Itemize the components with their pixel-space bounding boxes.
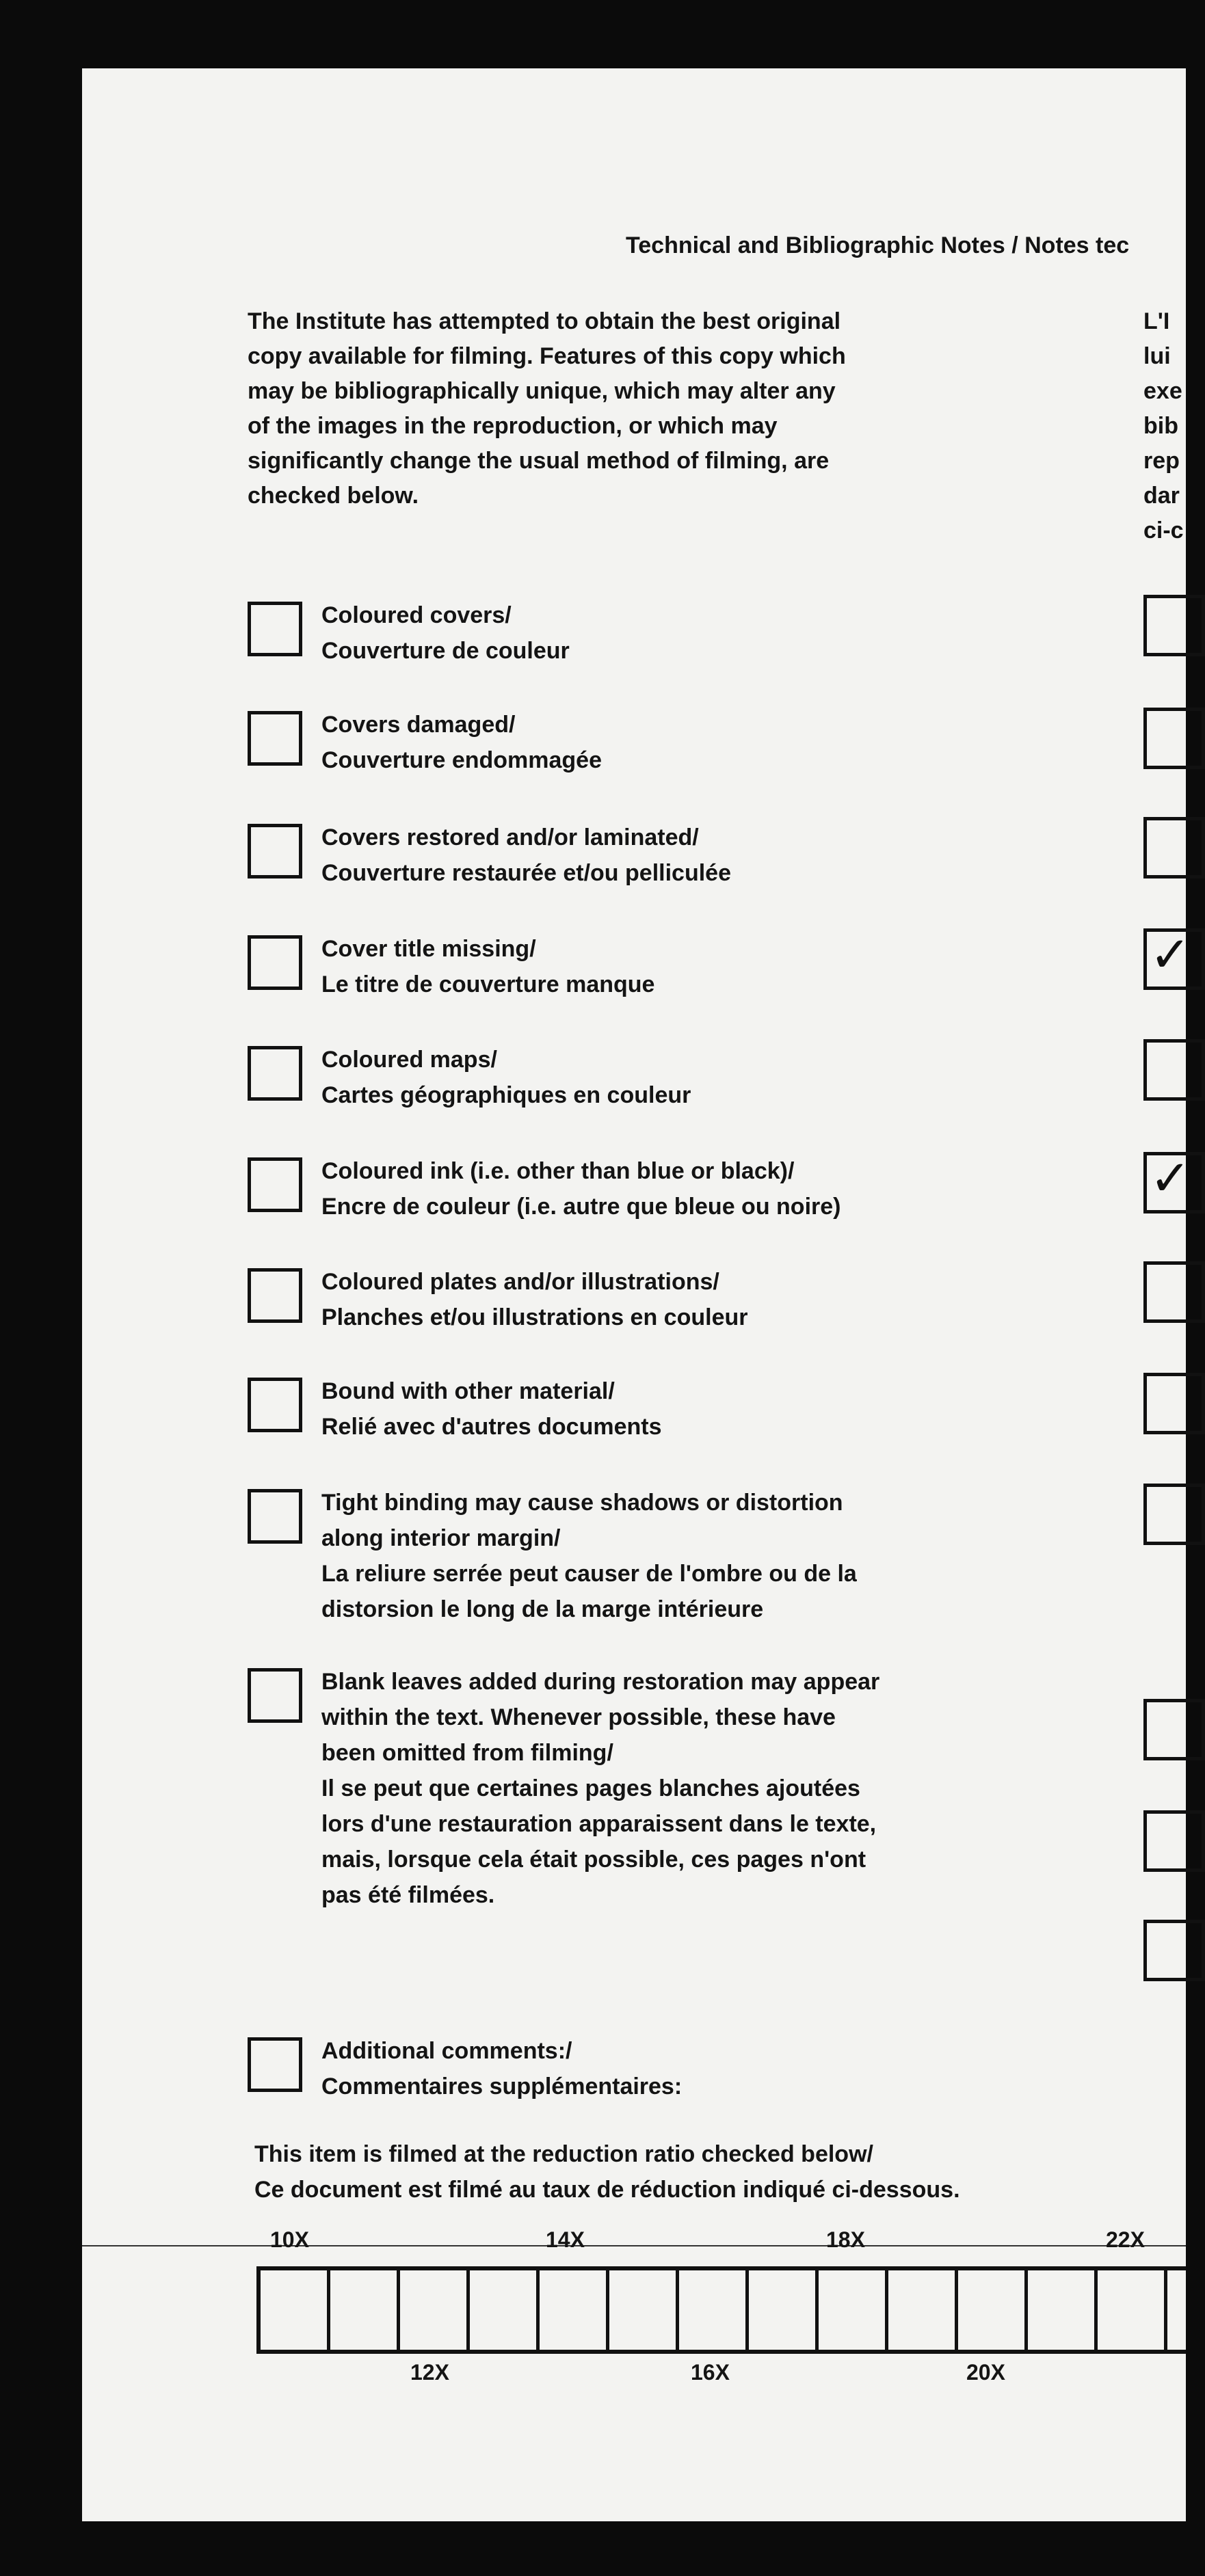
scale-cell[interactable] [540,2270,609,2350]
item-label: Encre de couleur (i.e. autre que bleue ou noire) [321,1194,841,1220]
right-checkbox-checked[interactable] [1143,928,1205,990]
item-label: Cover title missing/ [321,936,536,962]
item-label: Il se peut que certaines pages blanches ajoutées [321,1775,860,1801]
scale-cell[interactable] [330,2270,400,2350]
item-label: along interior margin/ [321,1525,561,1551]
item-label: Cartes géographiques en couleur [321,1082,691,1108]
right-checkbox[interactable] [1143,1261,1205,1323]
right-checkbox[interactable] [1143,1920,1205,1981]
item-label: Le titre de couverture manque [321,971,655,997]
checkbox[interactable] [248,1157,302,1212]
right-fragment: dar [1143,483,1180,509]
right-checkbox[interactable] [1143,817,1205,878]
intro-line: checked below. [248,483,419,509]
right-checkbox[interactable] [1143,1699,1205,1760]
scale-label: 16X [691,2360,730,2385]
item-label: Coloured ink (i.e. other than blue or black)/ [321,1158,795,1184]
item-label: Couverture endommagée [321,747,602,773]
right-checkbox[interactable] [1143,708,1205,769]
scale-top-labels [82,2227,1186,2252]
checkbox[interactable] [248,2037,302,2092]
item-label: mais, lorsque cela était possible, ces pages n'ont [321,1847,866,1873]
scale-cell[interactable] [749,2270,819,2350]
right-fragment: ci-c [1143,518,1184,544]
ratio-line: Ce document est filmé au taux de réduction indiqué ci-dessous. [254,2177,960,2203]
item-label: Bound with other material/ [321,1378,615,1404]
intro-line: The Institute has attempted to obtain the best original [248,308,841,334]
scale-cell[interactable] [819,2270,888,2350]
item-label: lors d'une restauration apparaissent dans le texte, [321,1811,877,1837]
item-label: Coloured plates and/or illustrations/ [321,1269,719,1295]
intro-paragraph [248,304,938,513]
scale-label: 18X [826,2227,865,2252]
scale-cell[interactable] [609,2270,679,2350]
intro-line: may be bibliographically unique, which may alter any [248,378,836,404]
scale-cell[interactable] [400,2270,470,2350]
check-mark-icon: ✓ [1150,1151,1191,1206]
scale-cell[interactable] [888,2270,958,2350]
item-label: Additional comments:/ [321,2038,572,2064]
check-mark-icon: ✓ [1150,928,1191,982]
item-label: La reliure serrée peut causer de l'ombre ou de la [321,1561,857,1587]
right-checkbox[interactable] [1143,1373,1205,1434]
page-header: Technical and Bibliographic Notes / Notes tec [626,232,1130,258]
right-checkbox[interactable] [1143,1484,1205,1545]
right-checkbox[interactable] [1143,595,1205,656]
scale-cell[interactable] [958,2270,1028,2350]
item-label: Covers restored and/or laminated/ [321,824,699,850]
item-label: Couverture restaurée et/ou pelliculée [321,860,731,886]
intro-line: significantly change the usual method of filming, are [248,448,830,474]
item-label: Commentaires supplémentaires: [321,2074,683,2099]
ratio-line: This item is filmed at the reduction ratio checked below/ [254,2141,873,2167]
item-label: Coloured covers/ [321,602,512,628]
item-label: been omitted from filming/ [321,1740,613,1766]
checkbox[interactable] [248,824,302,878]
scale-cell[interactable] [679,2270,749,2350]
checkbox[interactable] [248,1268,302,1323]
item-label: Planches et/ou illustrations en couleur [321,1304,748,1330]
item-label: Blank leaves added during restoration may appear [321,1669,880,1695]
checkbox[interactable] [248,711,302,766]
scale-label: 20X [966,2360,1005,2385]
right-intro-fragments [1143,304,1184,548]
item-label: Covers damaged/ [321,712,516,738]
checkbox[interactable] [248,602,302,656]
item-label: Tight binding may cause shadows or distortion [321,1490,843,1516]
right-fragment: bib [1143,413,1178,439]
reduction-ratio-note [254,2136,960,2208]
checkbox[interactable] [248,935,302,990]
scale-label: 10X [270,2227,309,2252]
item-label: within the text. Whenever possible, these have [321,1704,836,1730]
right-fragment: lui [1143,343,1171,369]
scale-label: 12X [410,2360,449,2385]
scale-cell[interactable] [1098,2270,1167,2350]
right-fragment: L'I [1143,308,1170,334]
scale-cell[interactable] [470,2270,540,2350]
right-fragment: exe [1143,378,1182,404]
right-checkbox[interactable] [1143,1810,1205,1872]
checkbox[interactable] [248,1046,302,1101]
intro-line: copy available for filming. Features of this copy which [248,343,846,369]
checkbox[interactable] [248,1489,302,1544]
scale-cell[interactable] [261,2270,330,2350]
right-fragment: rep [1143,448,1180,474]
item-label: Relié avec d'autres documents [321,1414,662,1440]
reduction-scale-strip [256,2266,1186,2354]
right-checkbox-checked[interactable] [1143,1152,1205,1213]
scale-label: 14X [546,2227,585,2252]
scale-label: 22X [1106,2227,1145,2252]
checkbox[interactable] [248,1668,302,1723]
item-label: distorsion le long de la marge intérieure [321,1596,764,1622]
item-label: Couverture de couleur [321,638,570,664]
intro-line: of the images in the reproduction, or which may [248,413,778,439]
item-label: pas été filmées. [321,1882,495,1908]
right-checkbox[interactable] [1143,1039,1205,1101]
scale-cell[interactable] [1028,2270,1098,2350]
scale-rule [82,2245,1186,2246]
item-label: Coloured maps/ [321,1047,497,1073]
checkbox[interactable] [248,1378,302,1432]
